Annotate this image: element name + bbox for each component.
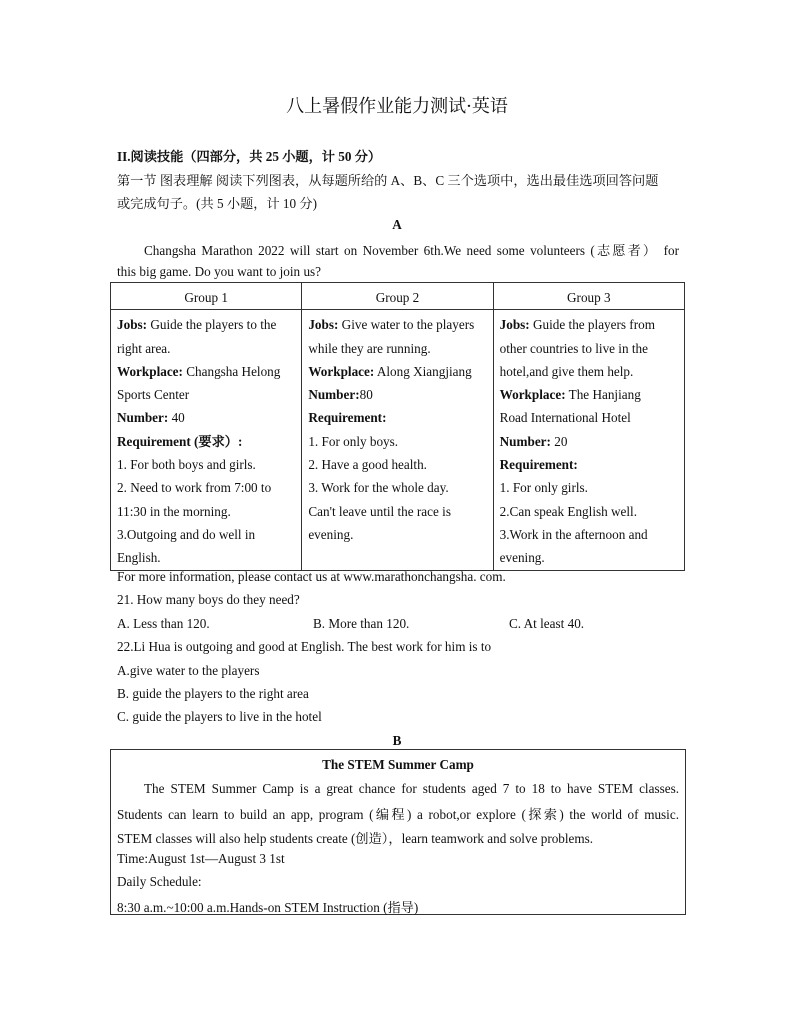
group-2-line bbox=[308, 500, 486, 523]
group-field-text: evening. bbox=[308, 526, 354, 542]
group-field-label: Workplace: bbox=[499, 387, 566, 403]
group-field-label: Requirement: bbox=[308, 410, 387, 426]
group-field-text: 80 bbox=[359, 387, 373, 403]
question-22-stem: 22.Li Hua is outgoing and good at English. The best work for him is to bbox=[117, 639, 492, 654]
group-field-text: 40 bbox=[168, 410, 185, 426]
group-3-line bbox=[500, 313, 678, 336]
question-21-stem: 21. How many boys do they need? bbox=[117, 592, 300, 607]
group-field-label: Number: bbox=[499, 433, 551, 449]
question-21-option-b: B. More than 120. bbox=[313, 616, 410, 631]
group-1-line bbox=[117, 313, 295, 336]
group-3-details bbox=[493, 310, 684, 570]
group-field-text: The Hanjiang bbox=[565, 387, 641, 403]
group-field-label: Requirement (要求）: bbox=[117, 433, 243, 449]
group-2-line bbox=[308, 430, 486, 453]
group-field-label: Jobs: bbox=[499, 317, 530, 333]
group-1-line bbox=[117, 406, 295, 429]
question-22-option-c: C. guide the players to live in the hotel bbox=[117, 709, 322, 724]
group-1-header: Group 1 bbox=[111, 283, 302, 310]
section-heading: II.阅读技能（四部分，共 25 小题，计 50 分） bbox=[117, 149, 382, 164]
group-1-line bbox=[117, 500, 295, 523]
stem-camp-box bbox=[110, 749, 686, 915]
group-field-text: Give water to the players bbox=[338, 317, 475, 333]
group-2-line bbox=[308, 406, 486, 429]
stem-camp-schedule-item: 8:30 a.m.~10:00 a.m.Hands-on STEM Instruction (指导) bbox=[117, 900, 419, 915]
group-3-line bbox=[500, 453, 678, 476]
group-field-text: right area. bbox=[117, 340, 171, 356]
passage-b-label: B bbox=[392, 733, 402, 748]
group-field-label: Jobs: bbox=[117, 317, 148, 333]
group-1-line bbox=[117, 360, 295, 383]
group-field-text: 3.Work in the afternoon and bbox=[499, 526, 648, 542]
group-3-line bbox=[500, 406, 678, 429]
group-1-line bbox=[117, 453, 295, 476]
group-3-line bbox=[500, 476, 678, 499]
stem-camp-para-line1: The STEM Summer Camp is a great chance for students aged 7 to 18 to have STEM classes. bbox=[144, 781, 679, 796]
group-field-label: Workplace: bbox=[308, 363, 375, 379]
group-2-line bbox=[308, 523, 486, 546]
group-1-line bbox=[117, 430, 295, 453]
group-field-text: 2.Can speak English well. bbox=[499, 503, 638, 519]
group-1-line bbox=[117, 337, 295, 360]
group-1-line bbox=[117, 383, 295, 406]
group-2-line bbox=[308, 337, 486, 360]
group-2-line bbox=[308, 313, 486, 336]
group-2-line bbox=[308, 476, 486, 499]
stem-camp-schedule-label: Daily Schedule: bbox=[117, 874, 202, 889]
group-field-text: 2. Need to work from 7:00 to bbox=[117, 480, 272, 496]
group-field-label: Number: bbox=[308, 387, 360, 403]
group-field-text: Along Xiangjiang bbox=[374, 363, 472, 379]
group-2-line bbox=[308, 360, 486, 383]
question-22-option-a: A.give water to the players bbox=[117, 663, 260, 678]
group-3-line bbox=[500, 523, 678, 546]
group-3-header: Group 3 bbox=[493, 283, 684, 310]
group-3-line bbox=[500, 337, 678, 360]
group-field-text: 11:30 in the morning. bbox=[117, 503, 231, 519]
group-1-line bbox=[117, 476, 295, 499]
group-field-text: 1. For only boys. bbox=[308, 433, 399, 449]
group-field-text: evening. bbox=[499, 550, 545, 566]
passage-a-intro-line1: Changsha Marathon 2022 will start on November 6th.We need some volunteers (志愿者） for bbox=[144, 243, 679, 258]
question-21-option-a: A. Less than 120. bbox=[117, 616, 210, 631]
group-2-line bbox=[308, 383, 486, 406]
stem-camp-time: Time:August 1st—August 3 1st bbox=[117, 851, 285, 866]
group-field-text: 3.Outgoing and do well in bbox=[117, 526, 256, 542]
group-field-text: while they are running. bbox=[308, 340, 431, 356]
group-3-line bbox=[500, 360, 678, 383]
group-1-line bbox=[117, 546, 295, 569]
passage-a-intro-line2: this big game. Do you want to join us? bbox=[117, 264, 322, 279]
volunteer-groups-table bbox=[110, 282, 685, 571]
stem-camp-para-line3: STEM classes will also help students create (创造），learn teamwork and solve problems. bbox=[117, 831, 594, 846]
group-field-text: 20 bbox=[550, 433, 568, 449]
group-field-label: Jobs: bbox=[308, 317, 339, 333]
group-field-text: 3. Work for the whole day. bbox=[308, 480, 449, 496]
group-3-line bbox=[500, 430, 678, 453]
stem-camp-para-line2: Students can learn to build an app, program (编程) a robot,or explore (探索) the world of music. bbox=[117, 807, 679, 822]
question-21-option-c: C. At least 40. bbox=[509, 616, 585, 631]
group-2-header: Group 2 bbox=[302, 283, 493, 310]
group-1-details bbox=[111, 310, 302, 570]
group-field-text: Guide the players from bbox=[529, 317, 655, 333]
group-field-label: Requirement: bbox=[499, 457, 578, 473]
group-field-text: Sports Center bbox=[117, 387, 190, 403]
page-title: 八上暑假作业能力测试·英语 bbox=[286, 96, 508, 117]
group-field-text: 1. For only girls. bbox=[499, 480, 588, 496]
group-field-text: 2. Have a good health. bbox=[308, 457, 427, 473]
group-field-text: Road International Hotel bbox=[499, 410, 631, 426]
group-2-line bbox=[308, 453, 486, 476]
group-field-label: Workplace: bbox=[117, 363, 183, 379]
group-2-details bbox=[302, 310, 493, 570]
section-instruction-line2: 或完成句子。(共 5 小题，计 10 分) bbox=[117, 196, 318, 211]
group-field-text: Guide the players to the bbox=[147, 317, 277, 333]
passage-a-label: A bbox=[392, 217, 402, 232]
section-instruction-line1: 第一节 图表理解 阅读下列图表，从每题所给的 A、B、C 三个选项中，选出最佳选项回答问题 bbox=[117, 173, 659, 188]
stem-camp-title: The STEM Summer Camp bbox=[322, 757, 474, 772]
group-field-text: English. bbox=[117, 550, 161, 566]
group-3-line bbox=[500, 383, 678, 406]
group-field-text: Changsha Helong bbox=[182, 363, 281, 379]
group-3-line bbox=[500, 546, 678, 569]
group-field-label: Number: bbox=[117, 410, 169, 426]
group-field-text: other countries to live in the bbox=[499, 340, 648, 356]
group-field-text: 1. For both boys and girls. bbox=[117, 457, 256, 473]
more-info-text: For more information, please contact us at www.marathonchangsha. com. bbox=[117, 569, 506, 584]
group-field-text: hotel,and give them help. bbox=[499, 363, 634, 379]
group-3-line bbox=[500, 500, 678, 523]
question-22-option-b: B. guide the players to the right area bbox=[117, 686, 309, 701]
group-field-text: Can't leave until the race is bbox=[308, 503, 451, 519]
group-1-line bbox=[117, 523, 295, 546]
